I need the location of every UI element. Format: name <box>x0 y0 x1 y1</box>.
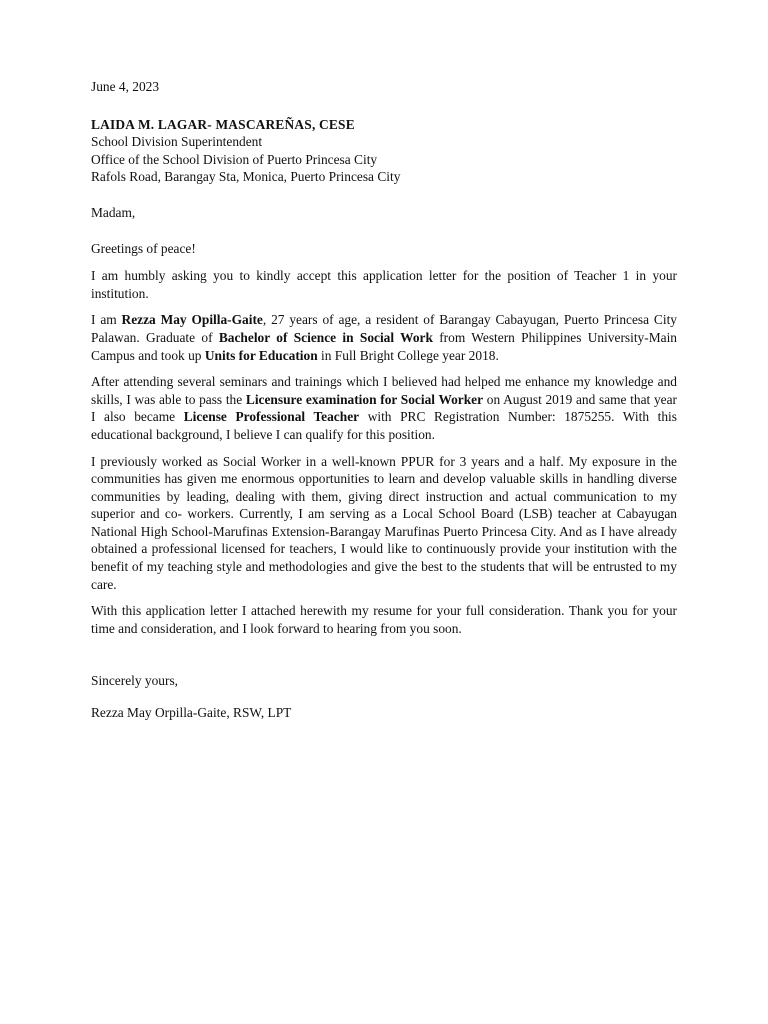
salutation: Madam, <box>91 204 136 220</box>
paragraph-licensure <box>91 373 677 443</box>
recipient-office: Office of the School Division of Puerto Princesa City <box>91 151 378 167</box>
paragraph-closing: With this application letter I attached herewith my resume for your full consideration. Thank you for your time and consideration, and I look forward to hearing from you soon. <box>91 603 677 636</box>
greeting: Greetings of peace! <box>91 240 196 256</box>
text-segment: I am <box>91 312 122 328</box>
recipient-name: LAIDA M. LAGAR- MASCAREÑAS, CESE <box>91 116 355 132</box>
letter-page <box>91 78 677 722</box>
degree: Bachelor of Science in Social Work <box>218 329 433 345</box>
text-segment: from Western Philippines University-Main Campus and took up <box>91 329 677 363</box>
recipient-address: Rafols Road, Barangay Sta, Monica, Puerto Princesa City <box>91 169 401 185</box>
paragraph-experience: I previously worked as Social Worker in a well-known PPUR for 3 years and a half. My exposure in the communities has given me enormous opportunities to learn and develop valuable skills in handling diverse communities by leading, dealing with them, giving direct instruction and actual communication to my superior and co- workers. Currently, I am serving as a Local School Board (LSB) teacher at Cabayugan National High School-Marufinas Extension-Barangay Marufinas Puerto Princesa City. And as I have already obtained a professional licensed for teachers, I would like to continuously provide your institution with the benefit of my teaching style and methodologies and give the best to the students that will be entrusted to my care. <box>91 453 677 592</box>
text-segment: After attending several seminars and trainings which I believed had helped me enhance my knowledge and skills, I was able to pass the <box>91 374 677 407</box>
text-segment: with PRC Registration Number: 1875255. With this educational background, I believe I can qualify for this position. <box>91 409 677 442</box>
text-segment: in Full Bright College year 2018. <box>317 347 499 363</box>
paragraph-intro: I am humbly asking you to kindly accept this application letter for the position of Teacher 1 in your institution. <box>91 268 677 301</box>
text-segment: on August 2019 and same that year I also became <box>91 391 677 425</box>
paragraph-background <box>91 311 677 364</box>
letter-date: June 4, 2023 <box>91 79 160 94</box>
text-segment: , 27 years of age, a resident of Barangay Cabayugan, Puerto Princesa City Palawan. Graduate of <box>91 312 677 345</box>
licensure-exam: Licensure examination for Social Worker <box>245 391 484 407</box>
recipient-block <box>91 116 677 186</box>
education-units: Units for Education <box>204 347 318 363</box>
license-title: License Professional Teacher <box>183 409 360 425</box>
signature: Rezza May Orpilla-Gaite, RSW, LPT <box>91 705 292 721</box>
applicant-name: Rezza May Opilla-Gaite <box>121 312 263 328</box>
closing: Sincerely yours, <box>91 673 179 689</box>
recipient-title: School Division Superintendent <box>91 134 263 150</box>
